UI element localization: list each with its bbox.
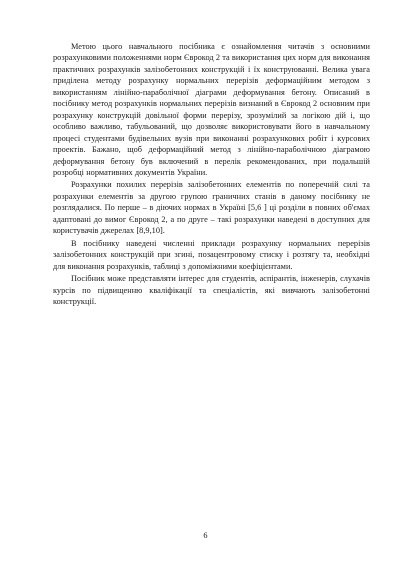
page-number: 6 bbox=[203, 531, 208, 540]
paragraph-audience: Посібник може представляти інтерес для студентів, аспірантів, інженерів, слухачів курсів по підвищенню кваліфікації та спеціалістів, які вивчають залізобетонні конструкції. bbox=[53, 274, 370, 306]
paragraph-purpose: Метою цього навчального посібника є ознайомлення читачів з основними розрахунковими положеннями норм Єврокод 2 та використання цих норм для виконання практичних розрахунків залізобетонних конструкцій і їх конструюванні. Велика увага приділена методу розрахунку нормальних перерізів деформаційним методом з використанням лінійно-параболічної діаграми деформування бетону. Описаний в посібнику метод розрахунків нормальних перерізів визнаний в Єврокод 2 основним при розрахунку конструкцій довільної форми перерізу, зрозумілий за логікою дій і, що особливо важливо, табульований, що дозволяє використовувати його в навчальному процесі студентами будівельних вузів при виконанні розрахункових робіт і курсових проектів. Бажано, щоб деформаційний метод з лінійно-параболічною діаграмою деформування бетону був включений в перелік рекомендованих, при подальшій розробці нормативних документів України. bbox=[53, 42, 370, 177]
paragraph-excluded-topics: Розрахунки похилих перерізів залізобетонних елементів по поперечній силі та розрахунки елементів за другою групою граничних станів в даному посібнику не розглядалися. По перше – в діючих нормах в Україні [5,6 ] ці розділи в повних об'ємах адаптовані до вимог Єврокод 2, а по друге – такі розрахунки наведені в доступних для користувачів джерелах [8,9,10]. bbox=[53, 180, 370, 236]
paragraph-examples: В посібнику наведені численні приклади розрахунку нормальних перерізів залізобетонних конструкцій при згині, позацентровому стиску і розтягу та, необхідні для виконання розрахунків, таблиці з допоміжними коефіцієнтами. bbox=[53, 238, 370, 271]
body-text bbox=[53, 41, 370, 308]
